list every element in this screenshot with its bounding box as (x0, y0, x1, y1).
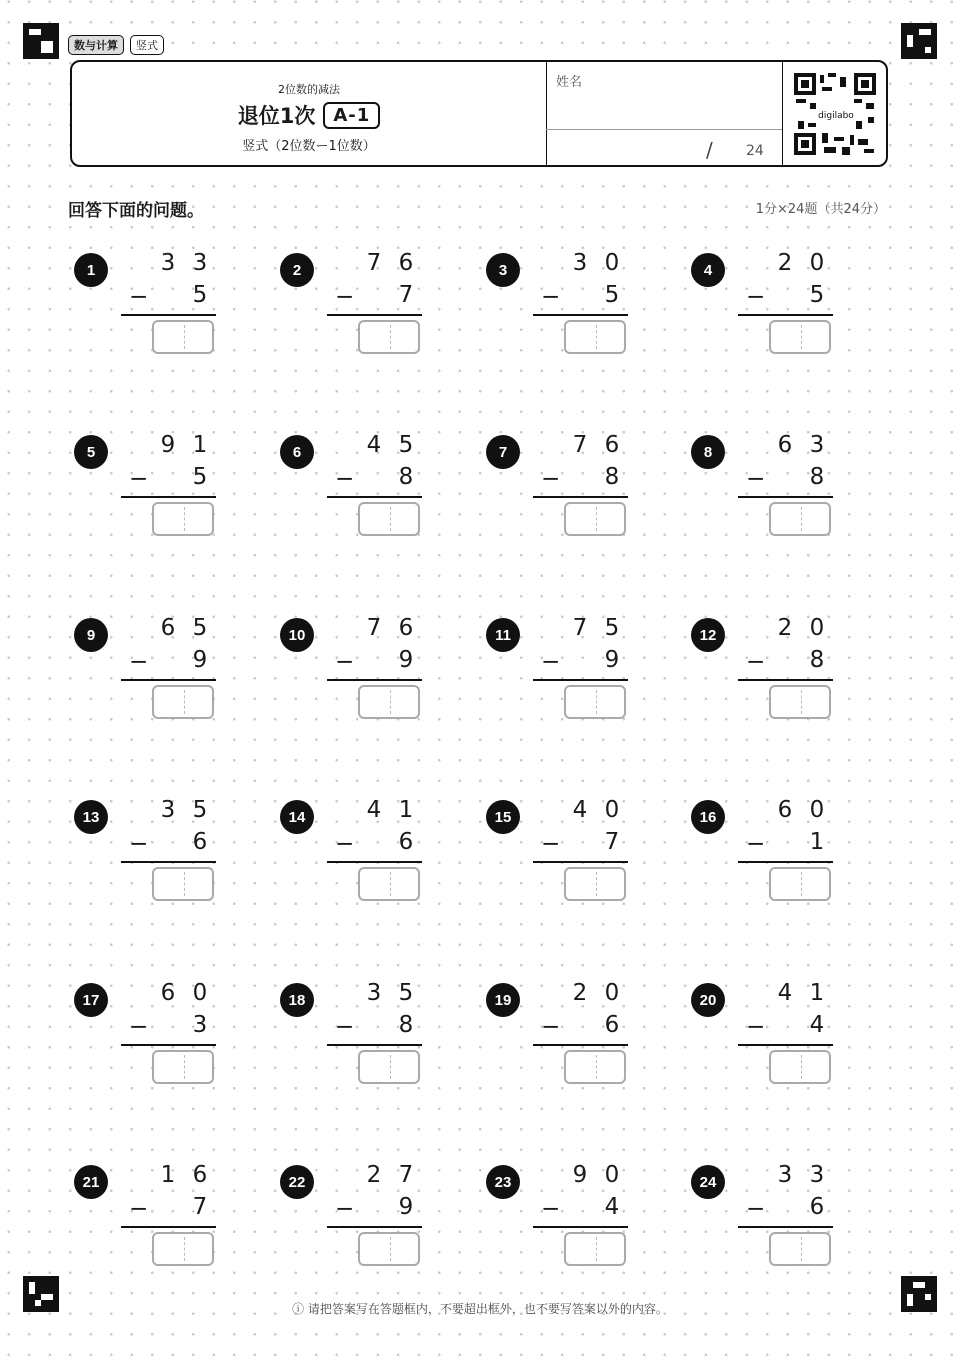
subtitle-top: 2位数的减法 (278, 83, 340, 96)
worksheet-header (70, 60, 888, 167)
answer-box[interactable] (358, 320, 420, 354)
qr-code-icon (794, 73, 876, 155)
minuend-ones-digit: 0 (809, 615, 825, 641)
minus-sign: − (746, 1196, 766, 1222)
subtrahend-digit: 9 (192, 647, 208, 673)
minuend-tens-digit: 9 (572, 1162, 588, 1188)
problem-item (74, 432, 234, 550)
minuend-ones-digit: 0 (604, 1162, 620, 1188)
minuend-tens-digit: 6 (777, 797, 793, 823)
answer-box[interactable] (769, 320, 831, 354)
minus-sign: − (746, 466, 766, 492)
minus-sign: − (335, 466, 355, 492)
minuend-tens-digit: 1 (160, 1162, 176, 1188)
minuend-tens-digit: 6 (777, 432, 793, 458)
minuend-ones-digit: 0 (809, 797, 825, 823)
problem-number: 17 (74, 983, 108, 1017)
minus-sign: − (129, 831, 149, 857)
answer-box[interactable] (152, 1050, 214, 1084)
subtrahend-digit: 5 (192, 464, 208, 490)
answer-box[interactable] (152, 867, 214, 901)
minus-sign: − (746, 649, 766, 675)
problem-number: 19 (486, 983, 520, 1017)
score-total: 24 (746, 143, 764, 159)
problem-item (280, 250, 440, 368)
minus-sign: − (335, 649, 355, 675)
subtrahend-digit: 8 (809, 464, 825, 490)
problem-number: 5 (74, 435, 108, 469)
answer-box[interactable] (152, 502, 214, 536)
problem-number: 12 (691, 618, 725, 652)
answer-box[interactable] (564, 685, 626, 719)
subtrahend-digit: 9 (398, 647, 414, 673)
subtrahend-digit: 6 (604, 1012, 620, 1038)
answer-box[interactable] (769, 685, 831, 719)
minuend-tens-digit: 4 (366, 797, 382, 823)
problem-item (691, 432, 851, 550)
problem-number: 16 (691, 800, 725, 834)
minus-sign: − (746, 284, 766, 310)
subtrahend-digit: 5 (604, 282, 620, 308)
minuend-ones-digit: 1 (398, 797, 414, 823)
corner-marker-top-left (23, 23, 59, 59)
title-area (72, 62, 547, 165)
problem-number: 13 (74, 800, 108, 834)
subtrahend-digit: 9 (604, 647, 620, 673)
problem-item (691, 797, 851, 915)
subtrahend-digit: 7 (192, 1194, 208, 1220)
topic-tag: 竖式 (130, 35, 164, 55)
answer-box[interactable] (358, 685, 420, 719)
problem-item (74, 1162, 234, 1280)
name-score-area (546, 62, 783, 165)
minus-sign: − (541, 1196, 561, 1222)
minus-sign: − (335, 284, 355, 310)
problem-number: 21 (74, 1165, 108, 1199)
problem-number: 24 (691, 1165, 725, 1199)
minuend-ones-digit: 6 (398, 615, 414, 641)
topic-tags (68, 35, 164, 55)
answer-rule (327, 861, 422, 863)
answer-rule (327, 314, 422, 316)
minuend-tens-digit: 7 (366, 250, 382, 276)
minuend-ones-digit: 6 (192, 1162, 208, 1188)
subtrahend-digit: 3 (192, 1012, 208, 1038)
subtrahend-digit: 7 (398, 282, 414, 308)
answer-box[interactable] (769, 1050, 831, 1084)
minuend-ones-digit: 7 (398, 1162, 414, 1188)
subtrahend-digit: 4 (604, 1194, 620, 1220)
minuend-tens-digit: 2 (366, 1162, 382, 1188)
minuend-ones-digit: 5 (398, 980, 414, 1006)
subtrahend-digit: 5 (192, 282, 208, 308)
problem-number: 9 (74, 618, 108, 652)
problem-number: 15 (486, 800, 520, 834)
subtitle-bottom: 竖式（2位数ー1位数） (242, 139, 376, 154)
problem-item (74, 615, 234, 733)
answer-rule (327, 1226, 422, 1228)
minuend-ones-digit: 0 (604, 980, 620, 1006)
minuend-tens-digit: 6 (160, 615, 176, 641)
minuend-ones-digit: 3 (809, 432, 825, 458)
minuend-tens-digit: 2 (777, 250, 793, 276)
problem-number: 23 (486, 1165, 520, 1199)
answer-box[interactable] (564, 1232, 626, 1266)
minuend-tens-digit: 4 (366, 432, 382, 458)
topic-tag: 数与计算 (68, 35, 124, 55)
problem-item (486, 1162, 646, 1280)
minuend-ones-digit: 1 (809, 980, 825, 1006)
answer-rule (738, 314, 833, 316)
answer-box[interactable] (564, 867, 626, 901)
minus-sign: − (541, 649, 561, 675)
problem-item (280, 797, 440, 915)
minuend-ones-digit: 3 (192, 250, 208, 276)
problem-item (280, 615, 440, 733)
answer-box[interactable] (152, 1232, 214, 1266)
minuend-ones-digit: 0 (604, 797, 620, 823)
minus-sign: − (541, 1014, 561, 1040)
minuend-tens-digit: 4 (572, 797, 588, 823)
answer-rule (533, 1044, 628, 1046)
subtrahend-digit: 6 (398, 829, 414, 855)
qr-area (782, 62, 886, 165)
subtrahend-digit: 8 (809, 647, 825, 673)
answer-rule (738, 1226, 833, 1228)
problem-item (280, 980, 440, 1098)
subtrahend-digit: 8 (398, 464, 414, 490)
answer-rule (533, 679, 628, 681)
subtrahend-digit: 7 (604, 829, 620, 855)
answer-rule (121, 1226, 216, 1228)
minuend-tens-digit: 3 (160, 250, 176, 276)
problem-item (486, 797, 646, 915)
minuend-tens-digit: 3 (572, 250, 588, 276)
problem-item (691, 980, 851, 1098)
problem-item (486, 432, 646, 550)
name-label: 姓名 (556, 75, 583, 90)
minuend-tens-digit: 7 (366, 615, 382, 641)
footer-note: ⓘ 请把答案写在答题框内，不要超出框外，也不要写答案以外的内容。 (292, 1302, 668, 1316)
problem-number: 11 (486, 618, 520, 652)
minus-sign: − (335, 1014, 355, 1040)
answer-rule (327, 496, 422, 498)
subtrahend-digit: 6 (192, 829, 208, 855)
minus-sign: − (746, 831, 766, 857)
qr-label: digilabo (818, 111, 854, 121)
subtrahend-digit: 8 (398, 1012, 414, 1038)
answer-box[interactable] (152, 320, 214, 354)
minuend-ones-digit: 6 (604, 432, 620, 458)
subtrahend-digit: 1 (809, 829, 825, 855)
page-title: 退位1次 (237, 104, 316, 128)
minuend-ones-digit: 6 (398, 250, 414, 276)
minuend-tens-digit: 3 (160, 797, 176, 823)
minus-sign: − (129, 1014, 149, 1040)
instruction-text: 回答下面的问题。 (68, 201, 204, 221)
score-slash: / (706, 138, 713, 162)
problem-item (280, 1162, 440, 1280)
corner-marker-top-right (901, 23, 937, 59)
minuend-tens-digit: 6 (160, 980, 176, 1006)
minuend-tens-digit: 9 (160, 432, 176, 458)
problem-item (691, 250, 851, 368)
answer-box[interactable] (358, 502, 420, 536)
minus-sign: − (541, 831, 561, 857)
problem-number: 22 (280, 1165, 314, 1199)
minuend-tens-digit: 2 (572, 980, 588, 1006)
minuend-ones-digit: 5 (192, 797, 208, 823)
problem-number: 4 (691, 253, 725, 287)
minus-sign: − (335, 831, 355, 857)
answer-rule (533, 861, 628, 863)
minus-sign: − (129, 466, 149, 492)
answer-box[interactable] (564, 502, 626, 536)
problem-number: 1 (74, 253, 108, 287)
answer-box[interactable] (564, 1050, 626, 1084)
answer-rule (327, 1044, 422, 1046)
problem-item (74, 980, 234, 1098)
minus-sign: − (541, 466, 561, 492)
minuend-ones-digit: 3 (809, 1162, 825, 1188)
minus-sign: − (541, 284, 561, 310)
subtrahend-digit: 5 (809, 282, 825, 308)
minuend-ones-digit: 5 (192, 615, 208, 641)
problem-item (74, 250, 234, 368)
answer-rule (533, 496, 628, 498)
answer-rule (738, 679, 833, 681)
minuend-ones-digit: 1 (192, 432, 208, 458)
minuend-ones-digit: 5 (604, 615, 620, 641)
answer-rule (738, 496, 833, 498)
minuend-ones-digit: 0 (192, 980, 208, 1006)
problem-item (691, 1162, 851, 1280)
answer-box[interactable] (358, 1232, 420, 1266)
answer-box[interactable] (152, 685, 214, 719)
problem-number: 14 (280, 800, 314, 834)
answer-rule (533, 314, 628, 316)
problem-item (486, 615, 646, 733)
minuend-tens-digit: 4 (777, 980, 793, 1006)
problem-number: 3 (486, 253, 520, 287)
answer-box[interactable] (358, 1050, 420, 1084)
problem-number: 8 (691, 435, 725, 469)
problem-number: 10 (280, 618, 314, 652)
problem-number: 6 (280, 435, 314, 469)
minus-sign: − (746, 1014, 766, 1040)
minus-sign: − (129, 1196, 149, 1222)
answer-rule (533, 1226, 628, 1228)
points-info: 1分×24题（共24分） (755, 202, 886, 217)
minus-sign: − (129, 649, 149, 675)
minuend-tens-digit: 3 (777, 1162, 793, 1188)
answer-box[interactable] (358, 867, 420, 901)
answer-rule (327, 679, 422, 681)
minus-sign: − (129, 284, 149, 310)
subtrahend-digit: 6 (809, 1194, 825, 1220)
answer-rule (121, 314, 216, 316)
answer-box[interactable] (769, 502, 831, 536)
answer-rule (738, 1044, 833, 1046)
answer-rule (121, 1044, 216, 1046)
minuend-tens-digit: 7 (572, 432, 588, 458)
problem-number: 2 (280, 253, 314, 287)
minuend-ones-digit: 0 (809, 250, 825, 276)
answer-rule (121, 496, 216, 498)
answer-rule (738, 861, 833, 863)
minuend-ones-digit: 5 (398, 432, 414, 458)
answer-rule (121, 679, 216, 681)
problem-item (74, 797, 234, 915)
minuend-tens-digit: 3 (366, 980, 382, 1006)
subtrahend-digit: 8 (604, 464, 620, 490)
minuend-tens-digit: 2 (777, 615, 793, 641)
problem-number: 20 (691, 983, 725, 1017)
name-divider (546, 129, 782, 130)
minuend-ones-digit: 0 (604, 250, 620, 276)
problem-number: 7 (486, 435, 520, 469)
problem-number: 18 (280, 983, 314, 1017)
minus-sign: − (335, 1196, 355, 1222)
problem-item (280, 432, 440, 550)
problem-item (691, 615, 851, 733)
answer-box[interactable] (769, 1232, 831, 1266)
subtrahend-digit: 9 (398, 1194, 414, 1220)
subtrahend-digit: 4 (809, 1012, 825, 1038)
answer-box[interactable] (769, 867, 831, 901)
answer-box[interactable] (564, 320, 626, 354)
problem-item (486, 250, 646, 368)
minuend-tens-digit: 7 (572, 615, 588, 641)
answer-rule (121, 861, 216, 863)
problem-item (486, 980, 646, 1098)
level-badge: A-1 (323, 102, 380, 129)
